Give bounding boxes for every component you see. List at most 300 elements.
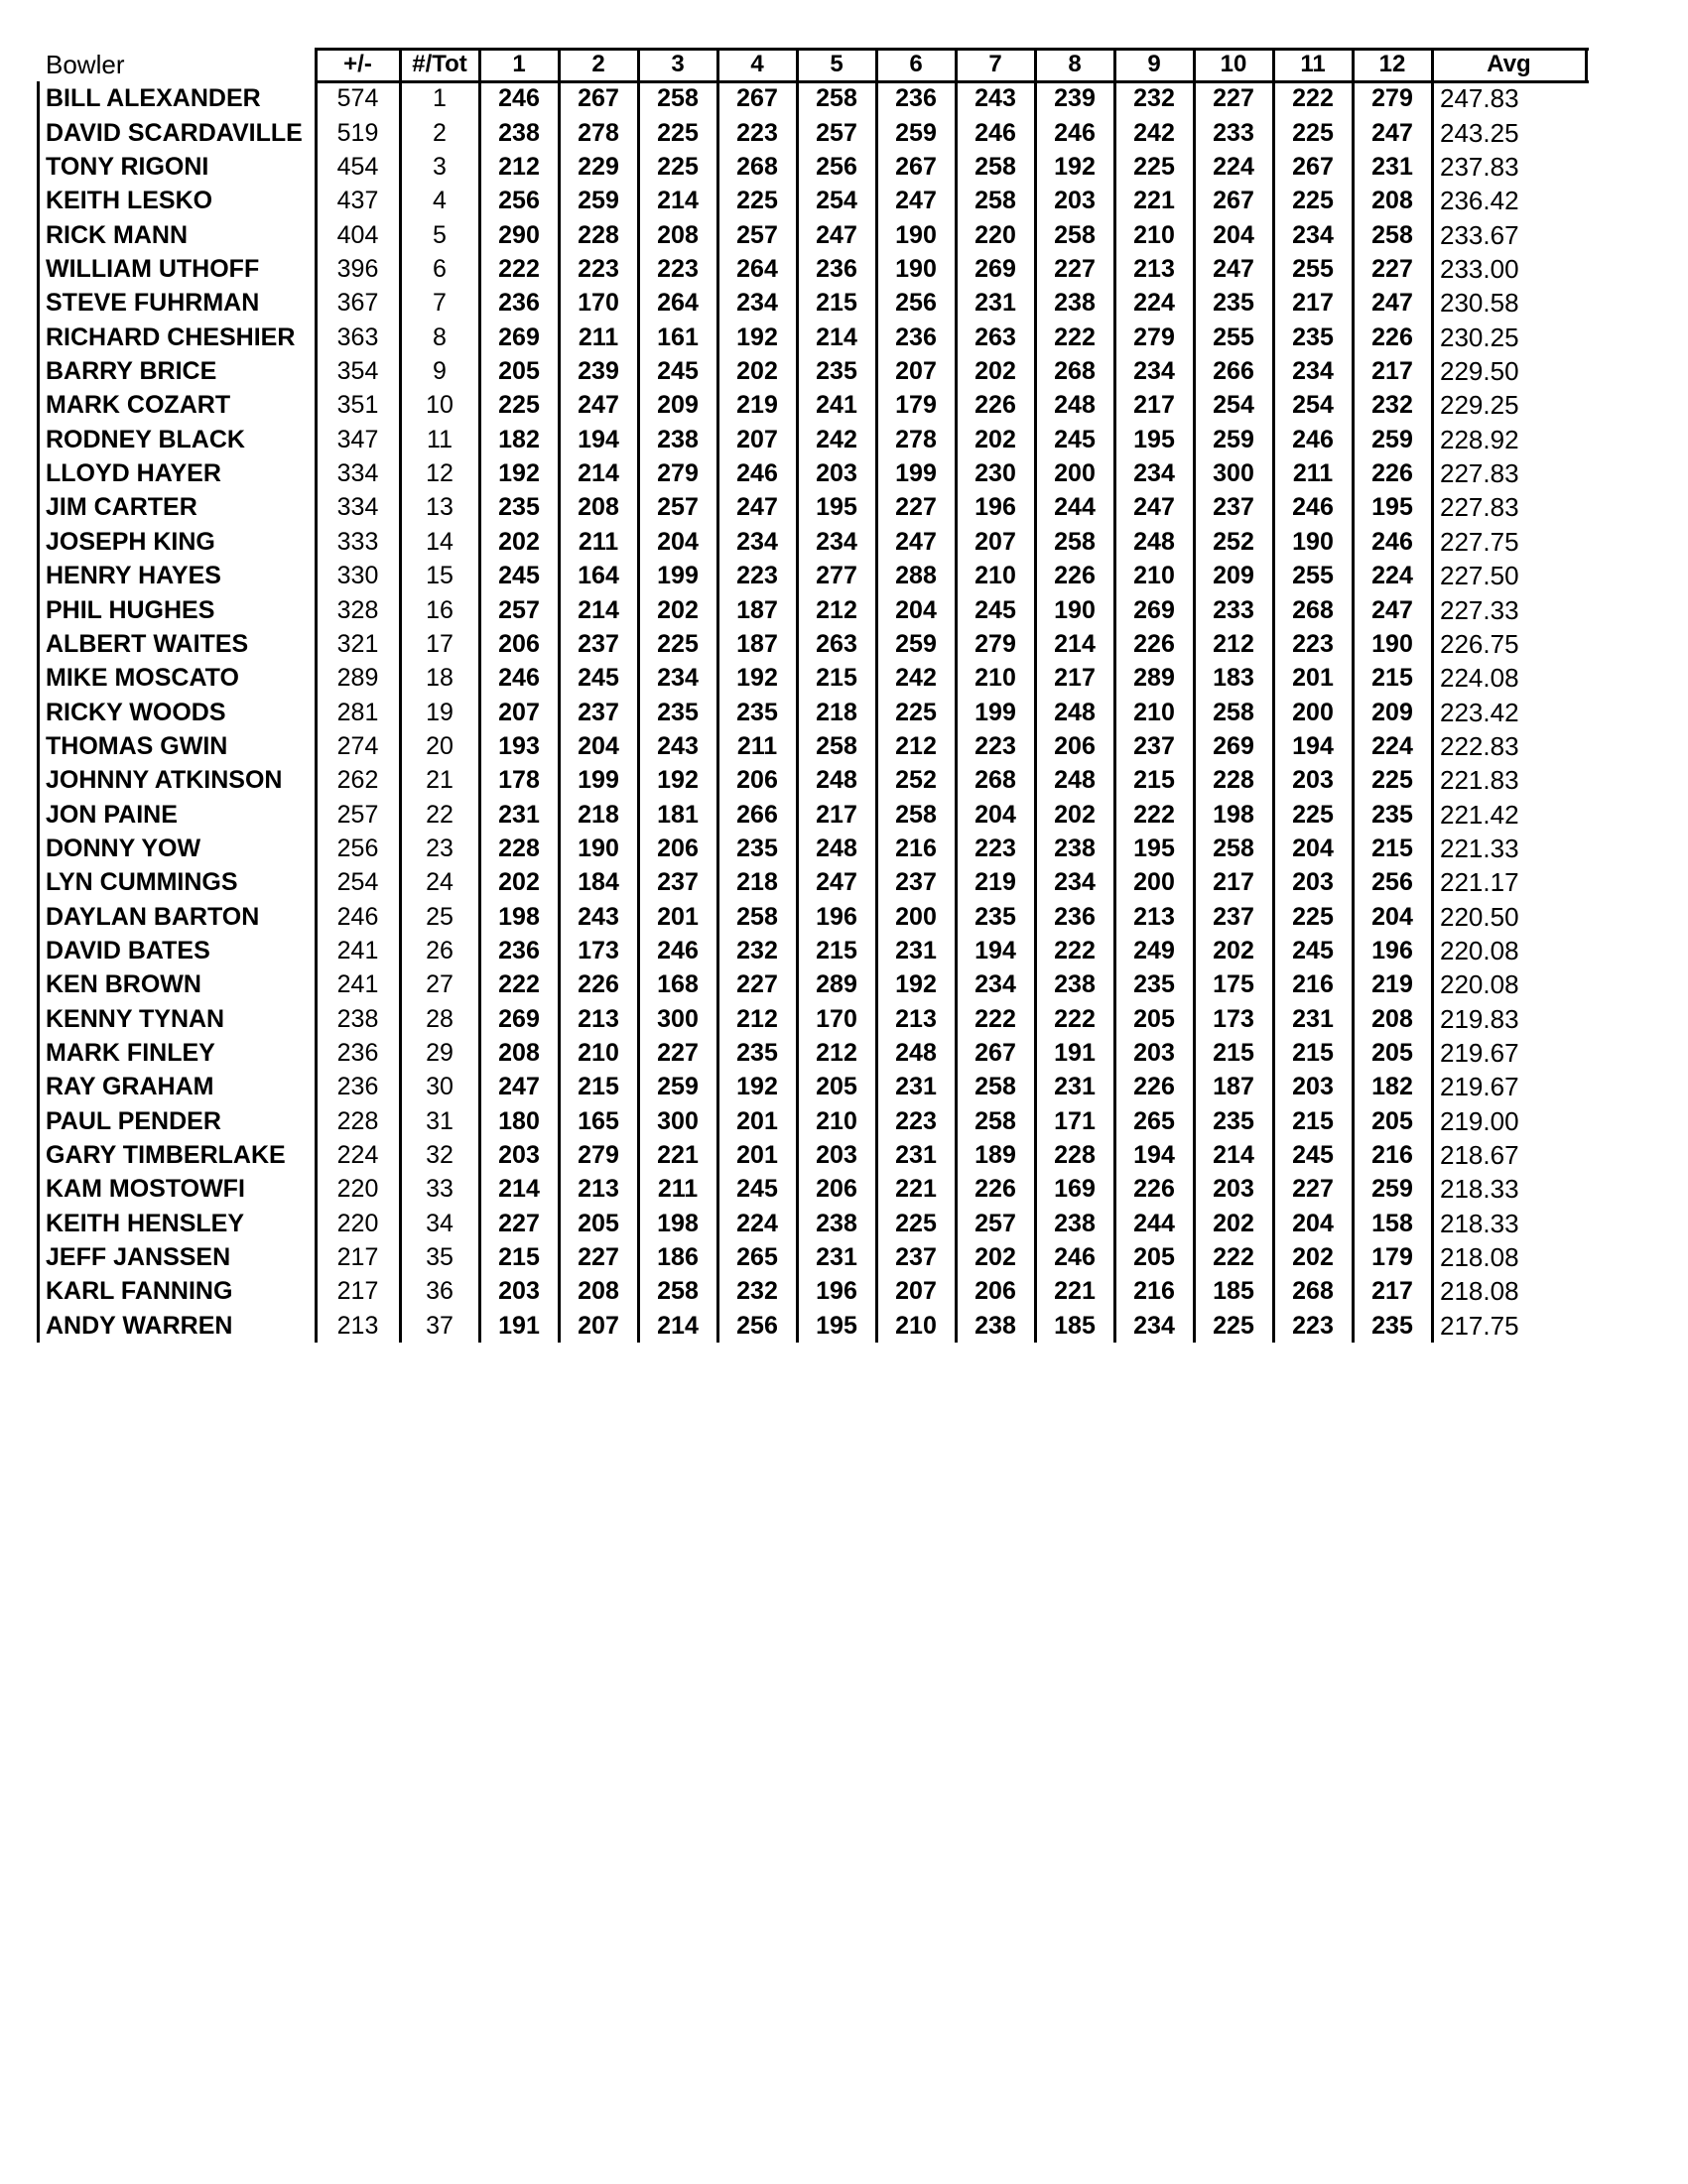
- game-4-score: 202: [736, 357, 778, 386]
- game-8-score: 238: [1054, 289, 1096, 318]
- game-6-score: 221: [895, 1175, 937, 1204]
- average-cell: 220.08: [1440, 935, 1519, 965]
- game-3-score: 221: [657, 1141, 699, 1169]
- rank-cell: 13: [426, 493, 454, 522]
- game-8-score: 238: [1054, 1209, 1096, 1237]
- game-3-score: 258: [657, 1277, 699, 1306]
- bowler-name: RICHARD CHESHIER: [46, 322, 296, 351]
- game-12-score: 158: [1371, 1209, 1413, 1237]
- rank-cell: 27: [426, 970, 454, 999]
- plus-minus-cell: 396: [336, 255, 379, 284]
- game-10-score: 187: [1213, 1073, 1254, 1101]
- game-10-score: 203: [1213, 1175, 1254, 1204]
- game-6-score: 247: [895, 527, 937, 556]
- game-5-score: 234: [816, 527, 857, 556]
- average-cell: 221.42: [1440, 799, 1519, 830]
- game-4-score: 206: [736, 766, 778, 795]
- plus-minus-cell: 236: [336, 1038, 379, 1067]
- average-cell: 222.83: [1440, 730, 1519, 761]
- game-8-score: 244: [1054, 493, 1096, 522]
- average-cell: 219.67: [1440, 1072, 1519, 1102]
- game-6-score: 237: [895, 1243, 937, 1272]
- game-8-score: 258: [1054, 527, 1096, 556]
- table-row: [38, 832, 1546, 865]
- game-2-score: 211: [578, 527, 619, 556]
- table-row: [38, 661, 1546, 695]
- bowler-name: JOHNNY ATKINSON: [46, 766, 283, 795]
- game-12-score: 215: [1371, 834, 1413, 862]
- game-2-score: 213: [578, 1175, 619, 1204]
- game-11-score: 255: [1292, 562, 1334, 590]
- column-divider: [399, 48, 402, 1343]
- game-6-score: 259: [895, 118, 937, 147]
- header-game-7: 7: [988, 51, 1002, 77]
- game-6-score: 210: [895, 1311, 937, 1340]
- rank-cell: 24: [426, 868, 454, 897]
- game-3-score: 186: [657, 1243, 699, 1272]
- game-11-score: 267: [1292, 153, 1334, 182]
- game-7-score: 194: [974, 936, 1016, 964]
- game-3-score: 235: [657, 698, 699, 726]
- rank-cell: 22: [426, 800, 454, 829]
- game-1-score: 269: [498, 322, 540, 351]
- game-4-score: 227: [736, 970, 778, 999]
- game-6-score: 231: [895, 1073, 937, 1101]
- header-game-5: 5: [830, 51, 844, 77]
- game-4-score: 266: [736, 800, 778, 829]
- game-4-score: 264: [736, 255, 778, 284]
- game-4-score: 245: [736, 1175, 778, 1204]
- game-6-score: 199: [895, 459, 937, 488]
- plus-minus-cell: 220: [336, 1175, 379, 1204]
- game-3-score: 199: [657, 562, 699, 590]
- game-5-score: 195: [816, 1311, 857, 1340]
- rank-cell: 10: [426, 391, 454, 420]
- game-11-score: 246: [1292, 493, 1334, 522]
- game-9-score: 265: [1133, 1106, 1175, 1135]
- table-row: [38, 1104, 1546, 1138]
- average-cell: 230.58: [1440, 288, 1519, 319]
- game-2-score: 214: [578, 595, 619, 624]
- game-8-score: 190: [1054, 595, 1096, 624]
- game-5-score: 170: [816, 1004, 857, 1033]
- game-10-score: 237: [1213, 493, 1254, 522]
- game-7-score: 245: [974, 595, 1016, 624]
- game-8-score: 248: [1054, 391, 1096, 420]
- table-row: [38, 696, 1546, 729]
- game-7-score: 202: [974, 357, 1016, 386]
- plus-minus-cell: 437: [336, 187, 379, 215]
- game-2-score: 228: [578, 220, 619, 249]
- game-12-score: 226: [1371, 459, 1413, 488]
- average-cell: 229.50: [1440, 356, 1519, 387]
- game-10-score: 247: [1213, 255, 1254, 284]
- game-3-score: 225: [657, 629, 699, 658]
- header-game-11: 11: [1300, 51, 1326, 77]
- game-9-score: 237: [1133, 731, 1175, 760]
- game-12-score: 246: [1371, 527, 1413, 556]
- game-9-score: 234: [1133, 459, 1175, 488]
- game-4-score: 224: [736, 1209, 778, 1237]
- table-row: [38, 150, 1546, 184]
- game-3-score: 258: [657, 84, 699, 113]
- game-10-score: 252: [1213, 527, 1254, 556]
- game-8-score: 206: [1054, 731, 1096, 760]
- table-row: [38, 1002, 1546, 1036]
- bowler-name: ANDY WARREN: [46, 1311, 233, 1340]
- plus-minus-cell: 217: [336, 1243, 379, 1272]
- game-10-score: 233: [1213, 595, 1254, 624]
- column-divider: [558, 48, 561, 1343]
- bowler-name: KEN BROWN: [46, 970, 201, 999]
- game-5-score: 235: [816, 357, 857, 386]
- game-1-score: 193: [498, 731, 540, 760]
- game-1-score: 202: [498, 527, 540, 556]
- game-12-score: 204: [1371, 902, 1413, 931]
- average-cell: 218.33: [1440, 1208, 1519, 1238]
- game-8-score: 221: [1054, 1277, 1096, 1306]
- bowler-name: MARK COZART: [46, 391, 231, 420]
- game-6-score: 204: [895, 595, 937, 624]
- game-4-score: 246: [736, 459, 778, 488]
- rank-cell: 30: [426, 1073, 454, 1101]
- game-4-score: 232: [736, 936, 778, 964]
- game-2-score: 194: [578, 425, 619, 453]
- game-1-score: 191: [498, 1311, 540, 1340]
- game-1-score: 203: [498, 1141, 540, 1169]
- game-9-score: 203: [1133, 1038, 1175, 1067]
- game-7-score: 206: [974, 1277, 1016, 1306]
- game-1-score: 257: [498, 595, 540, 624]
- game-11-score: 216: [1292, 970, 1334, 999]
- table-row: [38, 1036, 1546, 1070]
- rank-cell: 34: [426, 1209, 454, 1237]
- game-7-score: 204: [974, 800, 1016, 829]
- game-6-score: 267: [895, 153, 937, 182]
- game-2-score: 213: [578, 1004, 619, 1033]
- game-12-score: 235: [1371, 800, 1413, 829]
- average-cell: 217.75: [1440, 1310, 1519, 1341]
- game-12-score: 215: [1371, 664, 1413, 693]
- game-2-score: 227: [578, 1243, 619, 1272]
- game-12-score: 279: [1371, 84, 1413, 113]
- game-3-score: 214: [657, 187, 699, 215]
- bowler-name: JON PAINE: [46, 800, 178, 829]
- bowler-name: HENRY HAYES: [46, 562, 221, 590]
- plus-minus-cell: 333: [336, 527, 379, 556]
- game-9-score: 249: [1133, 936, 1175, 964]
- game-12-score: 179: [1371, 1243, 1413, 1272]
- header-bowler: Bowler: [46, 50, 125, 79]
- game-4-score: 223: [736, 118, 778, 147]
- column-divider: [1431, 48, 1434, 1343]
- game-10-score: 183: [1213, 664, 1254, 693]
- game-8-score: 231: [1054, 1073, 1096, 1101]
- game-6-score: 236: [895, 322, 937, 351]
- bowler-name: PAUL PENDER: [46, 1106, 221, 1135]
- game-12-score: 209: [1371, 698, 1413, 726]
- rank-cell: 19: [426, 698, 454, 726]
- game-11-score: 268: [1292, 1277, 1334, 1306]
- bowler-name: BARRY BRICE: [46, 357, 217, 386]
- bowler-name: KEITH LESKO: [46, 187, 213, 215]
- game-9-score: 234: [1133, 357, 1175, 386]
- game-10-score: 212: [1213, 629, 1254, 658]
- game-10-score: 300: [1213, 459, 1254, 488]
- game-12-score: 208: [1371, 1004, 1413, 1033]
- game-3-score: 245: [657, 357, 699, 386]
- header-game-10: 10: [1220, 51, 1247, 77]
- game-12-score: 227: [1371, 255, 1413, 284]
- game-1-score: 269: [498, 1004, 540, 1033]
- game-8-score: 202: [1054, 800, 1096, 829]
- game-6-score: 179: [895, 391, 937, 420]
- game-1-score: 231: [498, 800, 540, 829]
- game-6-score: 256: [895, 289, 937, 318]
- header-game-4: 4: [750, 51, 764, 77]
- average-cell: 233.67: [1440, 219, 1519, 250]
- game-3-score: 181: [657, 800, 699, 829]
- game-5-score: 215: [816, 664, 857, 693]
- game-10-score: 237: [1213, 902, 1254, 931]
- game-11-score: 222: [1292, 84, 1334, 113]
- game-6-score: 258: [895, 800, 937, 829]
- game-11-score: 255: [1292, 255, 1334, 284]
- game-8-score: 239: [1054, 84, 1096, 113]
- game-3-score: 208: [657, 220, 699, 249]
- rank-cell: 23: [426, 834, 454, 862]
- rank-cell: 4: [433, 187, 447, 215]
- table-row: [38, 934, 1546, 967]
- game-6-score: 190: [895, 255, 937, 284]
- header-game-12: 12: [1378, 51, 1406, 77]
- game-11-score: 203: [1292, 766, 1334, 795]
- average-cell: 226.75: [1440, 628, 1519, 659]
- game-2-score: 237: [578, 698, 619, 726]
- game-2-score: 190: [578, 834, 619, 862]
- game-9-score: 205: [1133, 1004, 1175, 1033]
- game-9-score: 224: [1133, 289, 1175, 318]
- game-1-score: 208: [498, 1038, 540, 1067]
- game-7-score: 246: [974, 118, 1016, 147]
- rank-cell: 6: [433, 255, 447, 284]
- game-2-score: 245: [578, 664, 619, 693]
- game-11-score: 204: [1292, 1209, 1334, 1237]
- game-6-score: 278: [895, 425, 937, 453]
- bowler-name: KAM MOSTOWFI: [46, 1175, 245, 1204]
- column-divider: [875, 48, 878, 1343]
- game-10-score: 222: [1213, 1243, 1254, 1272]
- game-8-score: 185: [1054, 1311, 1096, 1340]
- column-divider: [716, 48, 719, 1343]
- game-4-score: 187: [736, 595, 778, 624]
- game-9-score: 244: [1133, 1209, 1175, 1237]
- plus-minus-cell: 262: [336, 766, 379, 795]
- game-5-score: 215: [816, 936, 857, 964]
- game-4-score: 256: [736, 1311, 778, 1340]
- game-9-score: 235: [1133, 970, 1175, 999]
- game-5-score: 258: [816, 731, 857, 760]
- rank-cell: 29: [426, 1038, 454, 1067]
- bowler-name: TONY RIGONI: [46, 153, 209, 182]
- game-11-score: 234: [1292, 357, 1334, 386]
- game-3-score: 225: [657, 153, 699, 182]
- plus-minus-cell: 334: [336, 459, 379, 488]
- rank-cell: 20: [426, 731, 454, 760]
- rank-cell: 7: [433, 289, 447, 318]
- game-7-score: 226: [974, 391, 1016, 420]
- game-3-score: 211: [657, 1175, 699, 1204]
- table-row: [38, 81, 1546, 115]
- game-6-score: 207: [895, 357, 937, 386]
- game-3-score: 209: [657, 391, 699, 420]
- bowler-name: RODNEY BLACK: [46, 425, 245, 453]
- game-10-score: 254: [1213, 391, 1254, 420]
- game-3-score: 201: [657, 902, 699, 931]
- game-2-score: 207: [578, 1311, 619, 1340]
- rank-cell: 33: [426, 1175, 454, 1204]
- game-5-score: 212: [816, 1038, 857, 1067]
- game-3-score: 246: [657, 936, 699, 964]
- game-5-score: 203: [816, 459, 857, 488]
- rank-cell: 3: [433, 153, 447, 182]
- game-2-score: 237: [578, 629, 619, 658]
- game-7-score: 207: [974, 527, 1016, 556]
- average-cell: 218.08: [1440, 1276, 1519, 1307]
- game-5-score: 196: [816, 902, 857, 931]
- game-12-score: 182: [1371, 1073, 1413, 1101]
- header-rank: #/Tot: [412, 51, 467, 77]
- game-11-score: 215: [1292, 1106, 1334, 1135]
- game-11-score: 227: [1292, 1175, 1334, 1204]
- game-3-score: 206: [657, 834, 699, 862]
- game-10-score: 202: [1213, 1209, 1254, 1237]
- game-5-score: 247: [816, 220, 857, 249]
- game-2-score: 226: [578, 970, 619, 999]
- game-4-score: 201: [736, 1141, 778, 1169]
- plus-minus-cell: 328: [336, 595, 379, 624]
- game-7-score: 238: [974, 1311, 1016, 1340]
- rank-cell: 28: [426, 1004, 454, 1033]
- plus-minus-cell: 363: [336, 322, 379, 351]
- game-12-score: 259: [1371, 1175, 1413, 1204]
- standings-table: [38, 48, 1546, 1343]
- game-4-score: 235: [736, 1038, 778, 1067]
- game-9-score: 200: [1133, 868, 1175, 897]
- game-8-score: 268: [1054, 357, 1096, 386]
- average-cell: 230.25: [1440, 321, 1519, 352]
- game-7-score: 219: [974, 868, 1016, 897]
- game-5-score: 215: [816, 289, 857, 318]
- game-2-score: 211: [578, 322, 619, 351]
- game-11-score: 194: [1292, 731, 1334, 760]
- game-2-score: 164: [578, 562, 619, 590]
- game-1-score: 215: [498, 1243, 540, 1272]
- game-10-score: 173: [1213, 1004, 1254, 1033]
- average-cell: 218.67: [1440, 1140, 1519, 1170]
- game-8-score: 234: [1054, 868, 1096, 897]
- game-8-score: 248: [1054, 698, 1096, 726]
- game-8-score: 246: [1054, 1243, 1096, 1272]
- game-5-score: 214: [816, 322, 857, 351]
- table-row: [38, 286, 1546, 320]
- bowler-name: LLOYD HAYER: [46, 459, 221, 488]
- game-3-score: 300: [657, 1004, 699, 1033]
- average-cell: 221.33: [1440, 833, 1519, 863]
- game-4-score: 211: [736, 731, 778, 760]
- table-row: [38, 1309, 1546, 1343]
- game-7-score: 220: [974, 220, 1016, 249]
- average-cell: 219.83: [1440, 1003, 1519, 1034]
- game-4-score: 234: [736, 289, 778, 318]
- game-1-score: 222: [498, 970, 540, 999]
- bowler-name: DONNY YOW: [46, 834, 201, 862]
- game-1-score: 245: [498, 562, 540, 590]
- game-4-score: 265: [736, 1243, 778, 1272]
- game-11-score: 223: [1292, 1311, 1334, 1340]
- game-5-score: 238: [816, 1209, 857, 1237]
- game-1-score: 205: [498, 357, 540, 386]
- game-10-score: 225: [1213, 1311, 1254, 1340]
- bowler-name: DAVID SCARDAVILLE: [46, 118, 303, 147]
- game-9-score: 226: [1133, 1175, 1175, 1204]
- game-10-score: 235: [1213, 289, 1254, 318]
- game-7-score: 268: [974, 766, 1016, 795]
- game-2-score: 267: [578, 84, 619, 113]
- game-9-score: 234: [1133, 1311, 1175, 1340]
- plus-minus-cell: 574: [336, 84, 379, 113]
- game-9-score: 279: [1133, 322, 1175, 351]
- game-12-score: 205: [1371, 1106, 1413, 1135]
- game-7-score: 231: [974, 289, 1016, 318]
- average-cell: 227.75: [1440, 526, 1519, 557]
- game-11-score: 211: [1292, 459, 1334, 488]
- game-6-score: 223: [895, 1106, 937, 1135]
- plus-minus-cell: 274: [336, 731, 379, 760]
- game-3-score: 161: [657, 322, 699, 351]
- game-8-score: 222: [1054, 1004, 1096, 1033]
- column-divider: [1585, 48, 1588, 83]
- plus-minus-cell: 330: [336, 562, 379, 590]
- game-12-score: 247: [1371, 595, 1413, 624]
- game-8-score: 258: [1054, 220, 1096, 249]
- rank-cell: 5: [433, 220, 447, 249]
- game-3-score: 198: [657, 1209, 699, 1237]
- game-9-score: 215: [1133, 766, 1175, 795]
- rank-cell: 11: [427, 425, 453, 453]
- plus-minus-cell: 281: [336, 698, 379, 726]
- game-11-score: 200: [1292, 698, 1334, 726]
- game-7-score: 267: [974, 1038, 1016, 1067]
- game-10-score: 202: [1213, 936, 1254, 964]
- bowler-name: JEFF JANSSEN: [46, 1243, 231, 1272]
- game-6-score: 242: [895, 664, 937, 693]
- game-12-score: 190: [1371, 629, 1413, 658]
- game-11-score: 225: [1292, 187, 1334, 215]
- plus-minus-cell: 367: [336, 289, 379, 318]
- game-7-score: 257: [974, 1209, 1016, 1237]
- game-2-score: 218: [578, 800, 619, 829]
- game-11-score: 204: [1292, 834, 1334, 862]
- game-11-score: 235: [1292, 322, 1334, 351]
- table-row: [38, 116, 1546, 150]
- average-cell: 243.25: [1440, 117, 1519, 148]
- game-11-score: 190: [1292, 527, 1334, 556]
- game-10-score: 224: [1213, 153, 1254, 182]
- game-1-score: 228: [498, 834, 540, 862]
- game-6-score: 252: [895, 766, 937, 795]
- column-divider: [1272, 48, 1275, 1343]
